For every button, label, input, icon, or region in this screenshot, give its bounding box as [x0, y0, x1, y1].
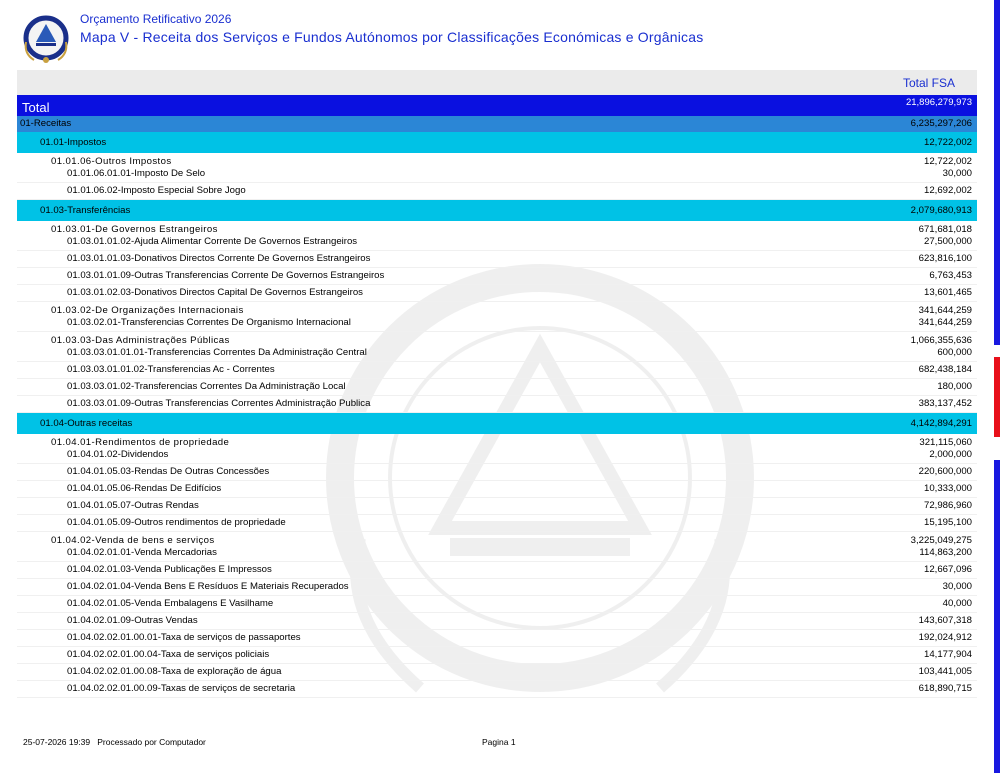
row-label: Total	[22, 100, 50, 115]
table-row	[17, 448, 977, 464]
table-row	[17, 221, 977, 235]
row-value: 143,607,318	[918, 615, 972, 626]
row-label: 01.04.02.01.09-Outras Vendas	[67, 615, 198, 626]
table-row	[17, 362, 977, 379]
row-value: 618,890,715	[918, 683, 972, 694]
row-label: 01.04.01.02-Dividendos	[67, 449, 169, 460]
row-label: 01.01.06-Outros Impostos	[51, 156, 172, 167]
row-label: 01.03.03.01.02-Transferencias Correntes Da Administração Local	[67, 381, 346, 392]
row-label: 01.03-Transferências	[40, 205, 131, 216]
row-value: 682,438,184	[918, 364, 972, 375]
row-label: 01.03.01.02.03-Donativos Directos Capital De Governos Estrangeiros	[67, 287, 363, 298]
row-label: 01.04.02.02.01.00.09-Taxas de serviços de secretaria	[67, 683, 296, 694]
row-value: 2,000,000	[929, 449, 972, 460]
table-row	[17, 498, 977, 515]
row-label: 01.01-Impostos	[40, 137, 107, 148]
row-value: 6,763,453	[929, 270, 972, 281]
row-label: 01.04.02.01.01-Venda Mercadorias	[67, 547, 217, 558]
row-label: 01.03.01.01.02-Ajuda Alimentar Corrente De Governos Estrangeiros	[67, 236, 358, 247]
table-row	[17, 235, 977, 251]
row-value: 671,681,018	[918, 224, 972, 235]
table-row	[17, 434, 977, 448]
row-label: 01.04.02.02.01.00.01-Taxa de serviços de passaportes	[67, 632, 301, 643]
table-row	[17, 268, 977, 285]
row-label: 01.04.01.05.09-Outros rendimentos de propriedade	[67, 517, 286, 528]
row-value: 14,177,904	[923, 649, 972, 660]
report-title: Mapa V - Receita dos Serviços e Fundos Autónomos por Classificações Económicas e Orgânicas	[80, 29, 704, 45]
table-row	[17, 630, 977, 647]
row-value: 12,722,002	[923, 137, 972, 148]
row-label: 01.04.01.05.07-Outras Rendas	[67, 500, 199, 511]
table-row	[17, 167, 977, 183]
table-row	[17, 396, 977, 413]
table-row	[17, 316, 977, 332]
table-row	[17, 153, 977, 167]
table-row	[17, 613, 977, 630]
table-row	[17, 251, 977, 268]
row-value: 341,644,259	[918, 305, 972, 316]
row-value: 114,863,200	[919, 547, 972, 558]
row-label: 01.04.02.02.01.00.04-Taxa de serviços policiais	[67, 649, 270, 660]
table-row	[17, 546, 977, 562]
row-label: 01.03.03.01.09-Outras Transferencias Correntes Administração Publica	[67, 398, 371, 409]
row-label: 01.03.03.01.01.01-Transferencias Correntes Da Administração Central	[67, 347, 367, 358]
row-value: 12,692,002	[923, 185, 972, 196]
row-value: 15,195,100	[923, 517, 972, 528]
column-header-bar	[17, 70, 977, 95]
table-row	[17, 647, 977, 664]
table-row	[17, 132, 977, 153]
row-value: 21,896,279,973	[905, 97, 972, 108]
row-value: 341,644,259	[918, 317, 972, 328]
row-value: 6,235,297,206	[910, 118, 972, 129]
table-row	[17, 183, 977, 200]
revenue-table	[17, 95, 977, 698]
row-value: 3,225,049,275	[910, 535, 972, 546]
edge-marker-blue-bottom	[994, 460, 1000, 773]
table-row	[17, 579, 977, 596]
row-value: 40,000	[942, 598, 972, 609]
row-label: 01.04.02.01.05-Venda Embalagens E Vasilhame	[67, 598, 274, 609]
row-label: 01-Receitas	[20, 118, 72, 129]
row-label: 01.04.02.02.01.00.08-Taxa de exploração de água	[67, 666, 282, 677]
row-label: 01.03.03.01.01.02-Transferencias Ac - Correntes	[67, 364, 275, 375]
coat-of-arms-icon	[20, 12, 72, 64]
row-value: 623,816,100	[918, 253, 972, 264]
table-row	[17, 332, 977, 346]
row-value: 600,000	[937, 347, 972, 358]
row-label: 01.04.02.01.04-Venda Bens E Resíduos E Materiais Recuperados	[67, 581, 349, 592]
row-value: 30,000	[942, 168, 972, 179]
row-value: 321,115,060	[919, 437, 972, 448]
footer-page-number: Pagina 1	[482, 737, 516, 747]
table-row	[17, 464, 977, 481]
edge-marker-red	[994, 357, 1000, 437]
table-row	[17, 681, 977, 698]
table-row	[17, 285, 977, 302]
row-value: 220,600,000	[918, 466, 972, 477]
row-value: 1,066,355,636	[910, 335, 972, 346]
footer-left	[23, 737, 206, 747]
report-header	[20, 8, 980, 63]
table-row	[17, 532, 977, 546]
table-row	[17, 379, 977, 396]
column-header-total-fsa: Total FSA	[902, 76, 955, 90]
row-value: 180,000	[937, 381, 972, 392]
row-value: 4,142,894,291	[910, 418, 972, 429]
table-row	[17, 481, 977, 498]
row-value: 192,024,912	[918, 632, 972, 643]
row-value: 12,667,096	[923, 564, 972, 575]
footer-processed: Processado por Computador	[97, 737, 206, 747]
footer-timestamp: 25-07-2026 19:39	[23, 737, 91, 747]
row-value: 103,441,005	[918, 666, 972, 677]
row-label: 01.03.03-Das Administrações Públicas	[51, 335, 230, 346]
table-row	[17, 664, 977, 681]
row-label: 01.01.06.01.01-Imposto De Selo	[67, 168, 206, 179]
row-label: 01.04.01.05.06-Rendas De Edifícios	[67, 483, 222, 494]
row-value: 30,000	[942, 581, 972, 592]
table-row	[17, 200, 977, 221]
row-label: 01.03.01.01.03-Donativos Directos Corrente De Governos Estrangeiros	[67, 253, 371, 264]
row-value: 10,333,000	[923, 483, 972, 494]
table-row	[17, 596, 977, 613]
row-value: 13,601,465	[923, 287, 972, 298]
row-label: 01.01.06.02-Imposto Especial Sobre Jogo	[67, 185, 246, 196]
edge-marker-blue-top	[994, 0, 1000, 345]
row-value: 2,079,680,913	[910, 205, 972, 216]
row-label: 01.04-Outras receitas	[40, 418, 133, 429]
row-label: 01.03.02.01-Transferencias Correntes De Organismo Internacional	[67, 317, 351, 328]
table-row	[17, 346, 977, 362]
row-label: 01.04.01-Rendimentos de propriedade	[51, 437, 230, 448]
row-value: 27,500,000	[923, 236, 972, 247]
table-row	[17, 562, 977, 579]
row-label: 01.04.02-Venda de bens e serviços	[51, 535, 215, 546]
table-row	[17, 116, 977, 132]
row-label: 01.04.02.01.03-Venda Publicações E Impressos	[67, 564, 272, 575]
row-value: 12,722,002	[923, 156, 972, 167]
row-label: 01.03.01.01.09-Outras Transferencias Corrente De Governos Estrangeiros	[67, 270, 385, 281]
table-row	[17, 413, 977, 434]
report-subtitle: Orçamento Retificativo 2026	[80, 12, 232, 26]
table-row	[17, 95, 977, 116]
row-value: 72,986,960	[923, 500, 972, 511]
table-row	[17, 515, 977, 532]
row-label: 01.03.01-De Governos Estrangeiros	[51, 224, 218, 235]
row-label: 01.03.02-De Organizações Internacionais	[51, 305, 244, 316]
row-value: 383,137,452	[918, 398, 972, 409]
table-row	[17, 302, 977, 316]
row-label: 01.04.01.05.03-Rendas De Outras Concessões	[67, 466, 270, 477]
